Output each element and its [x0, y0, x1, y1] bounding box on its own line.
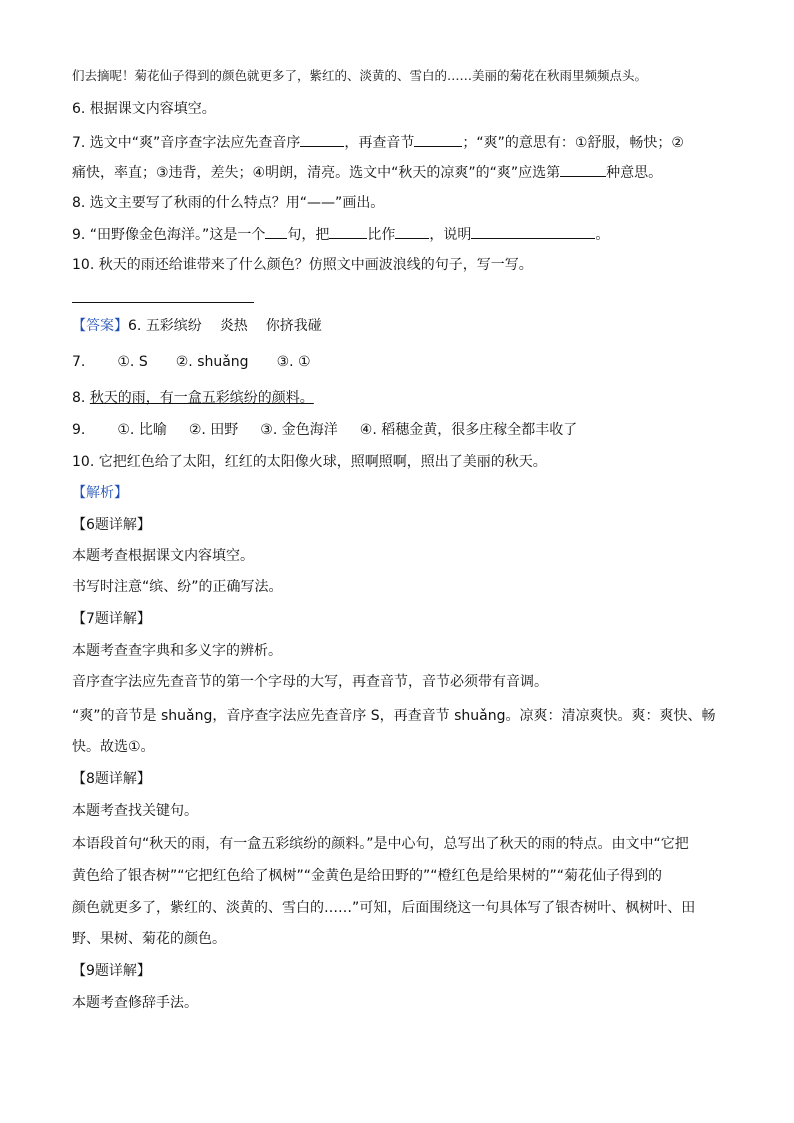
answer-7-mark-2: ②.	[175, 354, 193, 370]
q7-blank-1	[300, 132, 344, 147]
analysis-7-line-3: “爽”的音节是 shuǎng，音序查字法应先查音序 S，再查音节 shuǎng。凉爽：清凉爽快。爽：爽快、畅	[72, 708, 716, 724]
answer-9-mark-2: ②.	[188, 422, 206, 438]
answer-tag: 【答案】	[72, 318, 128, 334]
answer-7-mark-1: ①.	[117, 354, 135, 370]
question-10: 10. 秋天的雨还给谁带来了什么颜色？仿照文中画波浪线的句子，写一写。	[72, 257, 533, 273]
analysis-7-line-4: 快。故选①。	[72, 739, 155, 755]
q7-blank-2	[414, 132, 462, 147]
analysis-8-line-4: 颜色就更多了，紫红的、淡黄的、雪白的……”可知，后面围绕这一句具体写了银杏树叶、枫树叶、田	[72, 900, 696, 916]
analysis-6-line-1: 本题考查根据课文内容填空。	[72, 548, 254, 564]
answer-9-text-4: 稻穗金黄，很多庄稼全都丰收了	[381, 422, 578, 438]
analysis-tag: 【解析】	[72, 485, 128, 501]
q9-text-a: 9. “田野像金色海洋。”这是一个	[72, 227, 266, 243]
q9-blank-2	[329, 224, 367, 239]
q9-blank-4	[471, 224, 595, 239]
q7-blank-3	[560, 162, 606, 177]
answer-6-item-2: 炎热	[219, 318, 248, 334]
answer-9-row	[72, 420, 577, 440]
q7-text-d: 痛快，率直；③违背，差失；④明朗，清亮。选文中“秋天的凉爽”的“爽”应选第	[72, 165, 561, 181]
q7-text-a: 7. 选文中“爽”音序查字法应先查音序	[72, 135, 301, 151]
answer-8-row	[72, 388, 314, 408]
answer-9-mark-4: ④.	[359, 422, 377, 438]
answer-7-text-2: shuǎng	[197, 354, 249, 370]
answer-6-number: 6.	[128, 318, 142, 334]
q9-text-c: 比作	[367, 227, 396, 243]
answer-9-mark-1: ①.	[117, 422, 135, 438]
answer-8-text: 秋天的雨，有一盒五彩缤纷的颜料。	[89, 390, 314, 406]
answer-9-mark-3: ③.	[260, 422, 278, 438]
answer-10: 10. 它把红色给了太阳，红红的太阳像火球，照啊照啊，照出了美丽的秋天。	[72, 454, 547, 470]
analysis-8-line-5: 野、果树、菊花的颜色。	[72, 931, 226, 947]
answer-7-number: 7.	[72, 354, 86, 370]
answer-8-number: 8.	[72, 390, 86, 406]
analysis-8-line-2: 本语段首句“秋天的雨，有一盒五彩缤纷的颜料。”是中心句，总写出了秋天的雨的特点。由文中“它把	[72, 836, 689, 852]
analysis-8-line-1: 本题考查找关键句。	[72, 803, 198, 819]
analysis-6-heading: 【6题详解】	[72, 517, 151, 533]
q9-blank-3	[395, 224, 429, 239]
question-9	[72, 224, 609, 245]
answer-6-item-3: 你挤我碰	[265, 318, 322, 334]
q9-text-e: 。	[595, 227, 610, 243]
intro-passage-line: 们去摘呢！菊花仙子得到的颜色就更多了，紫红的、淡黄的、雪白的……美丽的菊花在秋雨里频频点头。	[72, 68, 648, 83]
analysis-7-heading: 【7题详解】	[72, 611, 151, 627]
q9-text-d: ，说明	[429, 227, 472, 243]
analysis-9-heading: 【9题详解】	[72, 963, 151, 979]
answer-7-mark-3: ③.	[276, 354, 294, 370]
answer-9-text-3: 金色海洋	[281, 422, 338, 438]
q9-blank-1	[265, 224, 287, 239]
analysis-8-line-3: 黄色给了银杏树”“它把红色给了枫树”“金黄色是给田野的”“橙红色是给果树的”“菊花仙子得到的	[72, 868, 663, 884]
answer-9-number: 9.	[72, 422, 86, 438]
q9-text-b: 句，把	[287, 227, 330, 243]
analysis-7-line-1: 本题考查查字典和多义字的辨析。	[72, 643, 282, 659]
answer-7-text-1: S	[138, 354, 148, 370]
answer-writing-line	[72, 302, 254, 303]
answer-6-item-1: 五彩缤纷	[145, 318, 202, 334]
question-7-line-2	[72, 162, 662, 183]
question-8: 8. 选文主要写了秋雨的什么特点？用“——”画出。	[72, 195, 385, 211]
answer-7-text-3: ①	[298, 354, 311, 370]
q7-text-c: ；“爽”的意思有：①舒服，畅快；②	[462, 135, 684, 151]
answer-9-text-1: 比喻	[138, 422, 167, 438]
analysis-9-line-1: 本题考查修辞手法。	[72, 995, 198, 1011]
question-6: 6. 根据课文内容填空。	[72, 101, 216, 117]
analysis-7-line-2: 音序查字法应先查音节的第一个字母的大写，再查音节，音节必须带有音调。	[72, 674, 548, 690]
analysis-8-heading: 【8题详解】	[72, 771, 151, 787]
analysis-6-line-2: 书写时注意“缤、纷”的正确写法。	[72, 579, 283, 595]
answer-7-row	[72, 352, 311, 372]
q7-text-b: ，再查音节	[344, 135, 415, 151]
answer-6-row	[72, 316, 322, 336]
question-7-line-1	[72, 132, 684, 153]
q7-text-e: 种意思。	[606, 165, 663, 181]
answer-9-text-2: 田野	[210, 422, 239, 438]
